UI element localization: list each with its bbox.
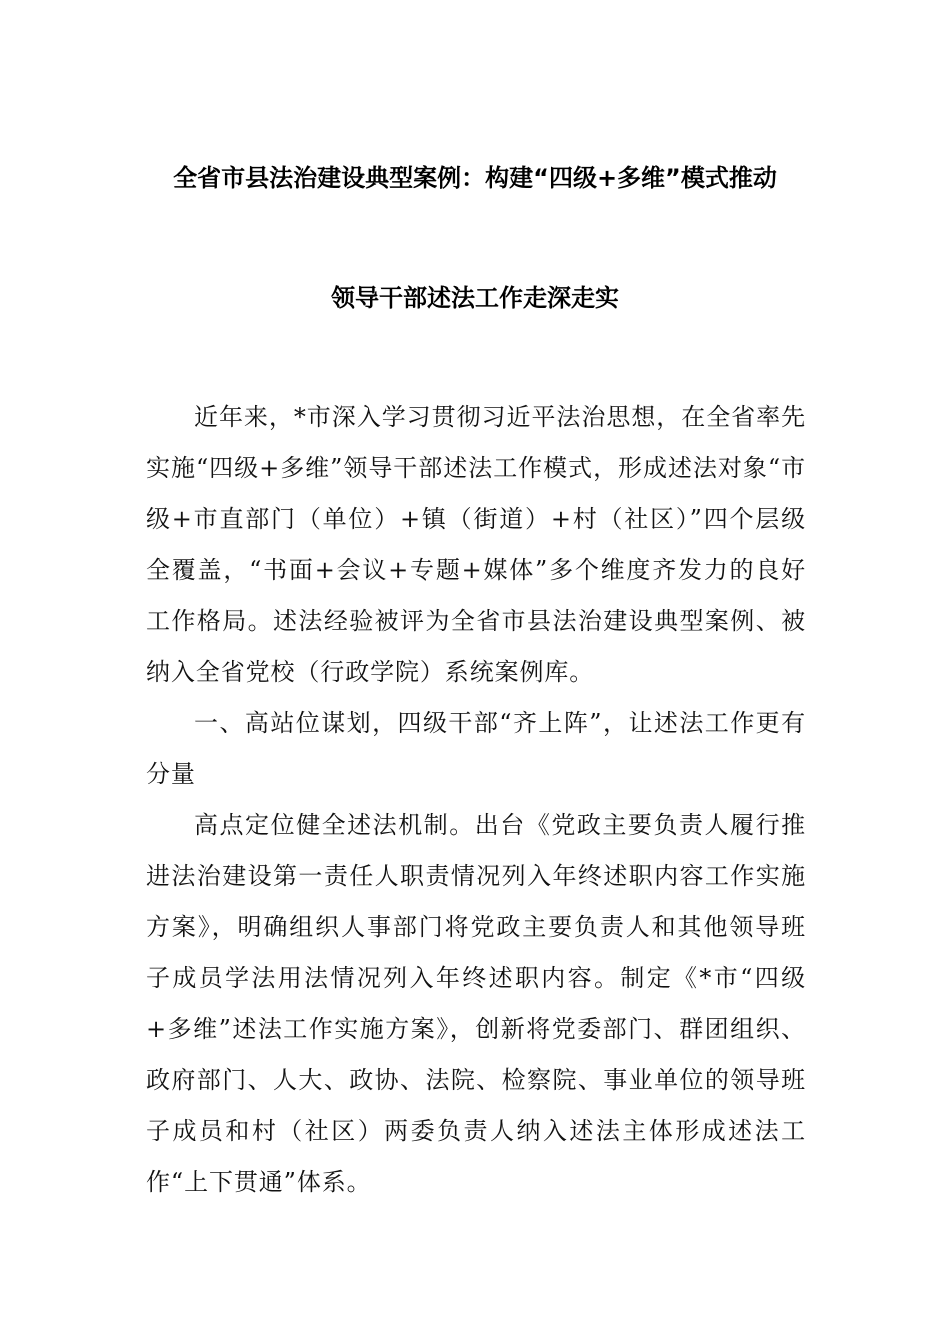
document-title-line-1: 全省市县法治建设典型案例：构建“四级+多维”模式推动 (173, 164, 777, 192)
document-title-line-2: 领导干部述法工作走深走实 (331, 284, 619, 312)
document-body (146, 392, 806, 1208)
section-heading-1: 一、高站位谋划，四级干部“齐上阵”，让述法工作更有分量 (146, 709, 806, 788)
intro-paragraph: 近年来，*市深入学习贯彻习近平法治思想，在全省率先实施“四级+多维”领导干部述法工作模式，形成述法对象“市级+市直部门（单位）+镇（街道）+村（社区）”四个层级全覆盖，“书面+会议+专题+媒体”多个维度齐发力的良好工作格局。述法经验被评为全省市县法治建设典型案例、被纳入全省党校（行政学院）系统案例库。 (146, 403, 806, 686)
body-paragraph: 高点定位健全述法机制。出台《党政主要负责人履行推进法治建设第一责任人职责情况列入年终述职内容工作实施方案》，明确组织人事部门将党政主要负责人和其他领导班子成员学法用法情况列入年终述职内容。制定《*市“四级+多维”述法工作实施方案》，创新将党委部门、群团组织、政府部门、人大、政协、法院、检察院、事业单位的领导班子成员和村（社区）两委负责人纳入述法主体形成述法工作“上下贯通”体系。 (146, 811, 806, 1196)
